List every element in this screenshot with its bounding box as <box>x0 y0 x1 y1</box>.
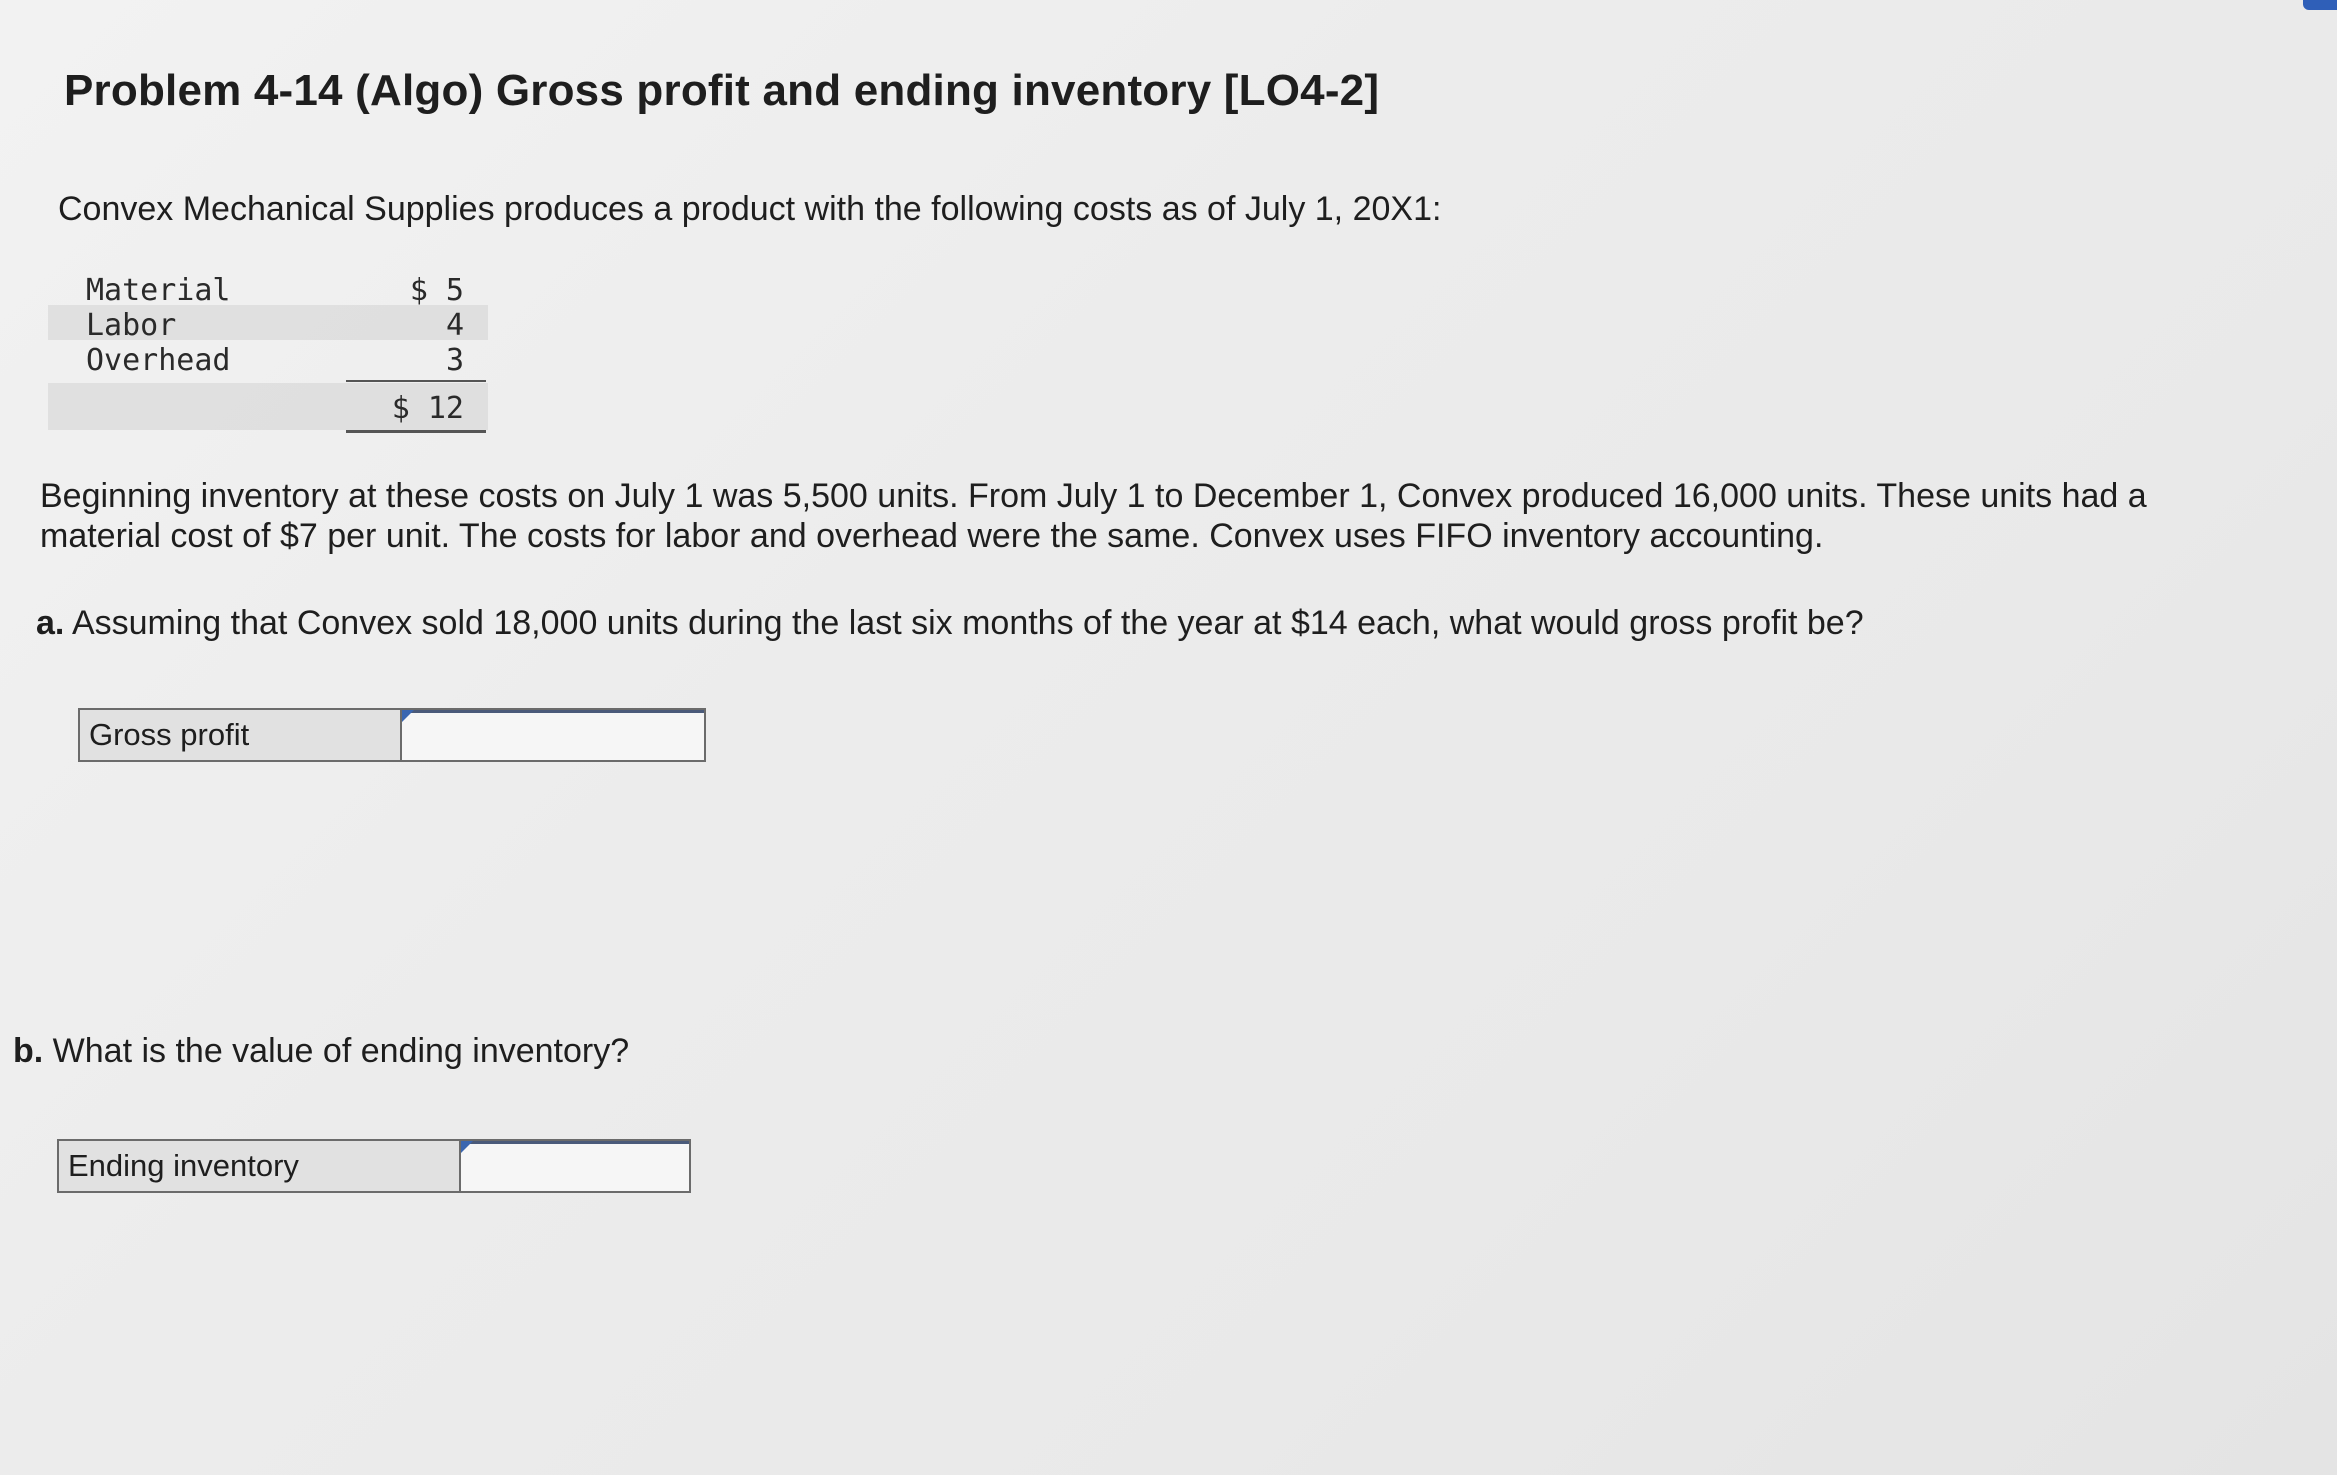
cost-value: 3 <box>445 343 464 378</box>
question-a <box>36 604 1864 643</box>
cost-row-labor <box>48 305 488 343</box>
problem-title: Problem 4-14 (Algo) Gross profit and ending inventory [LO4-2] <box>64 66 1380 115</box>
question-b-letter: b. <box>13 1032 44 1070</box>
ending-inventory-label: Ending inventory <box>59 1141 461 1191</box>
question-b-text: What is the value of ending inventory? <box>52 1032 630 1070</box>
cost-value: 4 <box>445 308 464 343</box>
ending-inventory-input[interactable] <box>461 1141 689 1191</box>
window-edge-marker <box>2303 0 2337 10</box>
cost-row-total <box>48 383 488 430</box>
problem-intro: Convex Mechanical Supplies produces a product with the following costs as of July 1, 20X1: <box>58 190 1442 228</box>
gross-profit-input[interactable] <box>402 710 704 760</box>
gross-profit-label: Gross profit <box>80 710 402 760</box>
gross-profit-answer-row <box>78 708 706 762</box>
input-flag-icon <box>461 1141 473 1153</box>
cost-row-material <box>48 270 488 308</box>
cost-label: Labor <box>86 308 177 343</box>
input-flag-icon <box>402 710 414 722</box>
cost-table <box>48 270 488 435</box>
cost-value: $ 5 <box>409 273 464 308</box>
total-rule <box>346 380 486 382</box>
question-a-letter: a. <box>36 604 65 642</box>
cost-row-overhead <box>48 340 488 378</box>
cost-label: Overhead <box>86 343 231 378</box>
question-b <box>13 1032 629 1071</box>
ending-inventory-answer-row <box>57 1139 691 1193</box>
total-double-rule <box>346 430 486 433</box>
cost-total-value: $ 12 <box>391 391 464 426</box>
cost-label: Material <box>86 273 231 308</box>
question-a-text: Assuming that Convex sold 18,000 units during the last six months of the year at $14 each, what would gross profit be? <box>71 604 1864 642</box>
problem-paragraph: Beginning inventory at these costs on July 1 was 5,500 units. From July 1 to December 1, Convex produced 16,000 units. These units had a material cost of $7 per unit. The costs for labor and overhead were the same. Convex uses FIFO inventory accounting. <box>40 477 2147 555</box>
